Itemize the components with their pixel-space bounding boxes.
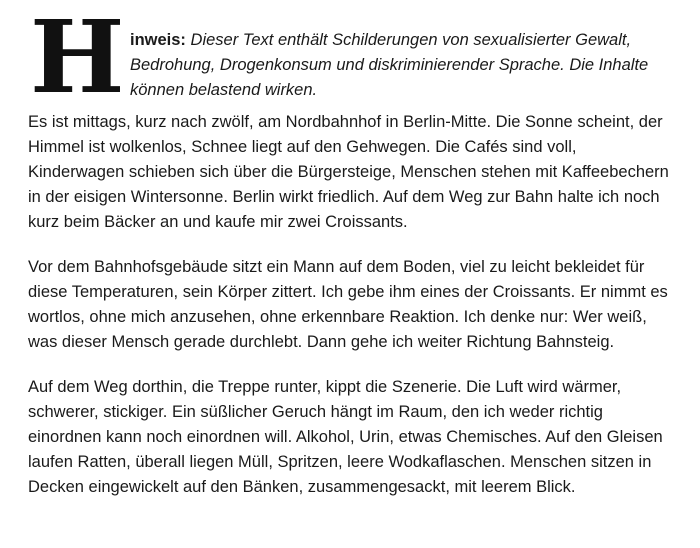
drop-cap: H — [30, 0, 125, 116]
content-warning-body: Dieser Text enthält Schilderungen von sexualisierter Gewalt, Bedrohung, Drogenkonsum und diskriminierender Sprache. Die Inhalte können belastend wirken. — [130, 31, 649, 99]
content-warning-label: inweis: — [130, 31, 186, 49]
content-warning-text — [130, 28, 678, 103]
paragraph-3: Auf dem Weg dorthin, die Treppe runter, kippt die Szenerie. Die Luft wird wärmer, schwerer, stickiger. Ein süßlicher Geruch hängt im Raum, den ich weder richtig einordnen kann noch einordnen will. Alkohol, Urin, etwas Chemisches. Auf den Gleisen laufen Ratten, überall liegen Müll, Spritzen, leere Wodkaflaschen. Menschen sitzen in Decken eingewickelt auf den Bänken, zusammengesackt, mit leerem Blick. — [28, 378, 663, 496]
content-warning — [28, 0, 676, 116]
paragraph-1: Es ist mittags, kurz nach zwölf, am Nordbahnhof in Berlin-Mitte. Die Sonne scheint, der Himmel ist wolkenlos, Schnee liegt auf den Gehwegen. Die Cafés sind voll, Kinderwagen schieben sich über die Bürgersteige, Menschen stehen mit Kaffeebechern in der eisigen Wintersonne. Berlin wirkt friedlich. Auf dem Weg zur Bahn halte ich noch kurz beim Bäcker an und kaufe mir zwei Croissants. — [28, 113, 669, 231]
paragraph-2: Vor dem Bahnhofsgebäude sitzt ein Mann auf dem Boden, viel zu leicht bekleidet für diese Temperaturen, sein Körper zittert. Ich gebe ihm eines der Croissants. Er nimmt es wortlos, ohne mich anzusehen, ohne erkennbare Reaktion. Ich denke nur: Wer weiß, was dieser Mensch gerade durchlebt. Dann gehe ich weiter Richtung Bahnsteig. — [28, 258, 668, 351]
